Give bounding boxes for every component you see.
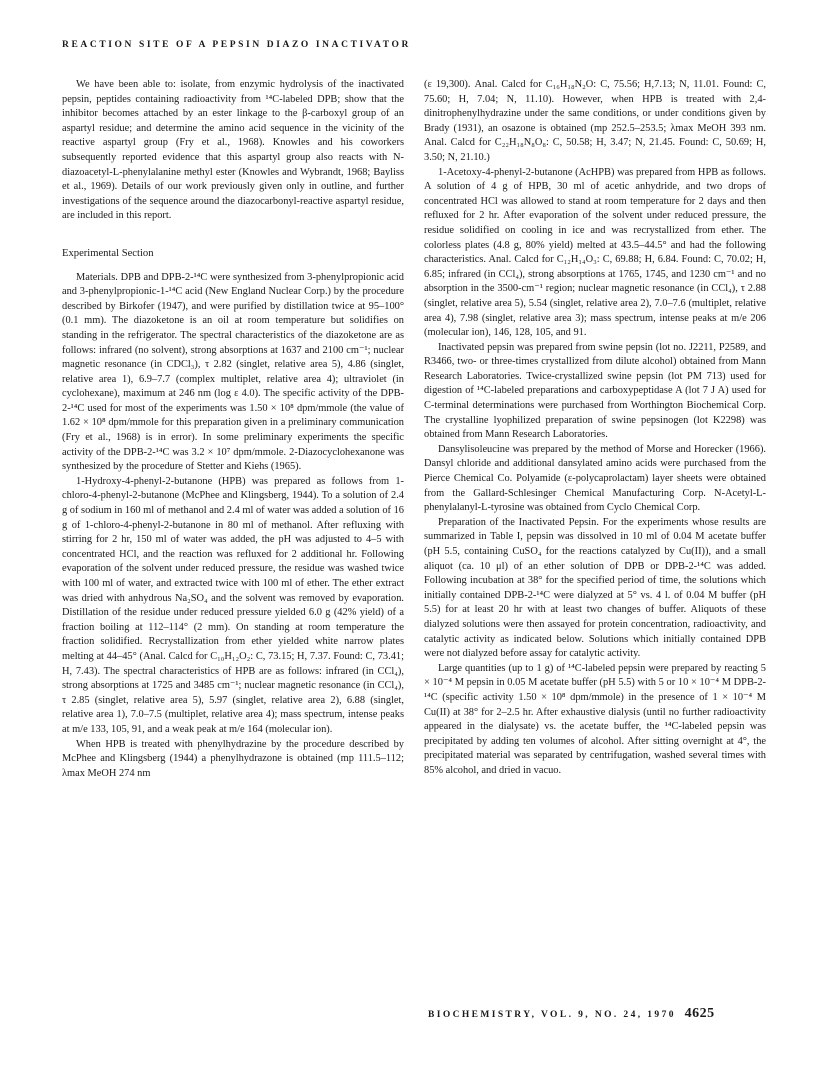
left-column: [62, 78, 404, 781]
running-header: REACTION SITE OF A PEPSIN DIAZO INACTIVATOR: [62, 40, 412, 50]
materials-paragraph: Materials. DPB and DPB-2-¹⁴C were synthesized from 3-phenylpropionic acid and 3-phenylpropionic-1-¹⁴C acid (New England Nuclear Corp.) by the procedure described by Birkofer (1947), and were purified by distillation twice at 95–100° (0.1 mm). The diazoketone is an oil at room temperature but solidifies on standing in the refrigerator. The spectral characteristics of the diazoketone are as follows: infrared (no solvent), strong absorptions at 1637 and 2100 cm⁻¹; nuclear magnetic resonance (in CDCl₃), τ 2.82 (singlet, relative area 5), 4.86 (singlet, relative area 1), 6.9–7.7 (complex multiplet, relative area 4); ultraviolet (in cyclohexane), maximum at 246 nm (log ε 4.0). The specific activity of the DPB-2-¹⁴C used for most of the experiments was 1.50 × 10⁸ dpm/mmole (the value of 1.62 × 10⁸ dpm/mmole for this preparation given in a preliminary communication (Fry et al., 1968) is in error). In some preliminary experiments the specific activity of the DPB-2-¹⁴C was 3.2 × 10⁷ dpm/mmole. 2-Diazocyclohexanone was synthesized by the procedure of Stetter and Kiehs (1965).: [62, 271, 404, 473]
osazone-paragraph: (ε 19,300). Anal. Calcd for C₁₆H₁₈N₂O: C, 75.56; H,7.13; N, 11.01. Found: C, 75.60; H, 7.04; N, 11.10). However, when HPB is treated with 2,4-dinitrophenylhydrazine under the same conditions, or under conditions given by Brady (1931), an osazone is obtained (mp 252.5–253.5; λmax MeOH 393 nm. Anal. Calcd for C₂₂H₁₈N₈O₈: C, 50.58; H, 3.47; N, 21.45. Found: C, 50.69; H, 3.50; N, 21.10.): [424, 79, 766, 163]
hpb-paragraph: 1-Hydroxy-4-phenyl-2-butanone (HPB) was prepared as follows from 1-chloro-4-phenyl-2-butanone (McPhee and Klingsberg, 1944). To a solution of 2.4 g of sodium in 160 ml of methanol and 2.4 ml of water was added a solution of 16 g of 1-chloro-4-phenyl-2-butanone in 80 ml of methanol. After refluxing with stirring for 2 hr, 150 ml of water was added, the pH was adjusted to 4–5 with concentrated HCl, and the reaction was refluxed for 2 additional hr. Following evaporation of the solvent under reduced pressure, the residue was washed twice with 100 ml of water, and extracted twice with 100 ml of ether. The ether extract was dried with anhydrous Na₂SO₄ and the solvent was removed by evaporation. Distillation of the residue under reduced pressure yielded 6.0 g (42% yield) of a fraction boiling at 112–114° (2 mm). On standing at room temperature the fraction solidified. Recrystallization from ether yielded white narrow plates melting at 44–45° (Anal. Calcd for C₁₀H₁₂O₂: C, 73.15; H, 7.37. Found: C, 73.41; H, 7.43). The spectral characteristics of HPB are as follows: infrared (in CCl₄), strong absorptions at 1725 and 3485 cm⁻¹; nuclear magnetic resonance (in CCl₄), τ 2.85 (singlet, relative area 5), 5.97 (singlet, relative area 2), 6.88 (singlet, relative area 1), 7.0–7.5 (multiplet, relative area 4); mass spectrum, intense peaks at m/e 133, 105, 91, and a weak peak at m/e 164 (molecular ion).: [62, 475, 404, 735]
right-column: [424, 78, 766, 779]
dansyl-paragraph: Dansylisoleucine was prepared by the method of Morse and Horecker (1966). Dansyl chloride and additional dansylated amino acids were purchased from the Pierce Chemical Co. Polyamide (ε-polycaprolactam) layer sheets were obtained from the Gallard-Schlesinger Chemical Manufacturing Corp. N-Acetyl-L-phenylalanyl-L-tyrosine was obtained from Cyclo Chemical Corp.: [424, 443, 766, 514]
journal-citation: BIOCHEMISTRY, VOL. 9, NO. 24, 1970: [428, 1010, 676, 1020]
page-footer: [428, 1006, 758, 1022]
preparation-paragraph: Preparation of the Inactivated Pepsin. For the experiments whose results are summarized in Table I, pepsin was dissolved in 10 ml of 0.04 M acetate buffer (pH 5.5, containing CuSO₄ for the reactions catalyzed by Cu(II)), and a small aliquot (ca. 10 μl) of an ether solution of DPB or DPB-2-¹⁴C was added. Following incubation at 38° for the specified period of time, the solutions which initially contained DPB-2-¹⁴C were dialyzed at 5° vs. 4 l. of 0.04 M buffer (pH 5.5) for at least 20 hr with at least two changes of buffer. Aliquots of these dialyzed solutions were then assayed for protein concentration, radioactivity, and catalytic activity as indicated below. Solutions which initially contained DPB were not dialyzed before assay for catalytic activity.: [424, 516, 766, 660]
inactivated-pepsin-source-paragraph: Inactivated pepsin was prepared from swine pepsin (lot no. J2211, P2589, and R3466, two- or three-times crystallized from dilute alcohol) obtained from Mann Research Laboratories. Twice-crystallized swine pepsin (lot PM 713) used for digestion of ¹⁴C-labeled preparations and carboxypeptidase A (lot 7 J A) used for C-terminal determinations were purchased from Worthington Biochemical Corp. The crystalline lyophilized preparation of swine pepsinogen (lot K2298) was obtained from Mann Research Laboratories.: [424, 341, 766, 441]
intro-paragraph: We have been able to: isolate, from enzymic hydrolysis of the inactivated pepsin, peptides containing radioactivity from ¹⁴C-labeled DPB; show that the inhibitor becomes attached by an ester linkage to the β-carboxyl group of an aspartyl residue; and determine the amino acid sequence in the vicinity of the reactive aspartyl group (Fry et al., 1968). Knowles and his coworkers subsequently reported evidence that this aspartyl group also reacts with N-diazoacetyl-L-phenylalanine methyl ester (Knowles and Wybrandt, 1968; Bayliss et al., 1969). Details of our work previously given only in outline, and further investigations of the sequence around the diazocarbonyl-reactive aspartyl residue, are included in this report.: [62, 79, 404, 222]
section-heading: Experimental Section: [62, 247, 154, 259]
large-quantities-paragraph: Large quantities (up to 1 g) of ¹⁴C-labeled pepsin were prepared by reacting 5 × 10⁻⁴ M pepsin in 0.05 M acetate buffer (pH 5.5) with 5 or 10 × 10⁻⁴ M DPB-2-¹⁴C (specific activity 1.50 × 10⁸ dpm/mmole) in the presence of 1 × 10⁻⁴ M Cu(II) at 38° for 2–2.5 hr. After exhaustive dialysis (until no further radioactivity appeared in the dialysate) vs. the acetate buffer, the ¹⁴C-labeled pepsin was precipitated by adding ten volumes of alcohol. After sitting overnight at 4°, the precipitated material was separated by centrifugation, washed several times with 85% alcohol, and dried in vacuo.: [424, 662, 766, 776]
phenylhydrazone-paragraph: When HPB is treated with phenylhydrazine by the procedure described by McPhee and Klingsberg (1944) a phenylhydrazone is obtained (mp 111.5–112; λmax MeOH 274 nm: [62, 738, 404, 779]
page-number: 4625: [684, 1006, 715, 1021]
achpb-paragraph: 1-Acetoxy-4-phenyl-2-butanone (AcHPB) was prepared from HPB as follows. A solution of 4 g of HPB, 30 ml of acetic anhydride, and two drops of concentrated HCl was allowed to stand at room temperature for 2 days and then refluxed for 2 hr. After evaporation of the solvent under reduced pressure, the residue solidified on cooling in ice and was recrystallized from ether. The colorless plates (4.8 g, 80% yield) melted at 43.5–44.5° and had the following characteristics. Anal. Calcd for C₁₂H₁₄O₃: C, 69.88; H, 6.84. Found: C, 70.02; H, 6.85; infrared (in CCl₄), strong absorptions at 1765, 1745, and 1230 cm⁻¹ and no absorption in the 3500-cm⁻¹ region; nuclear magnetic resonance (in CCl₄), τ 2.88 (singlet, relative area 5), 5.54 (singlet, relative area 2), 7.0–7.6 (multiplet, relative area 4), 7.98 (singlet, relative area 3); mass spectrum, intense peaks at m/e 206 (molecular ion), 146, 128, 105, and 91.: [424, 166, 766, 339]
